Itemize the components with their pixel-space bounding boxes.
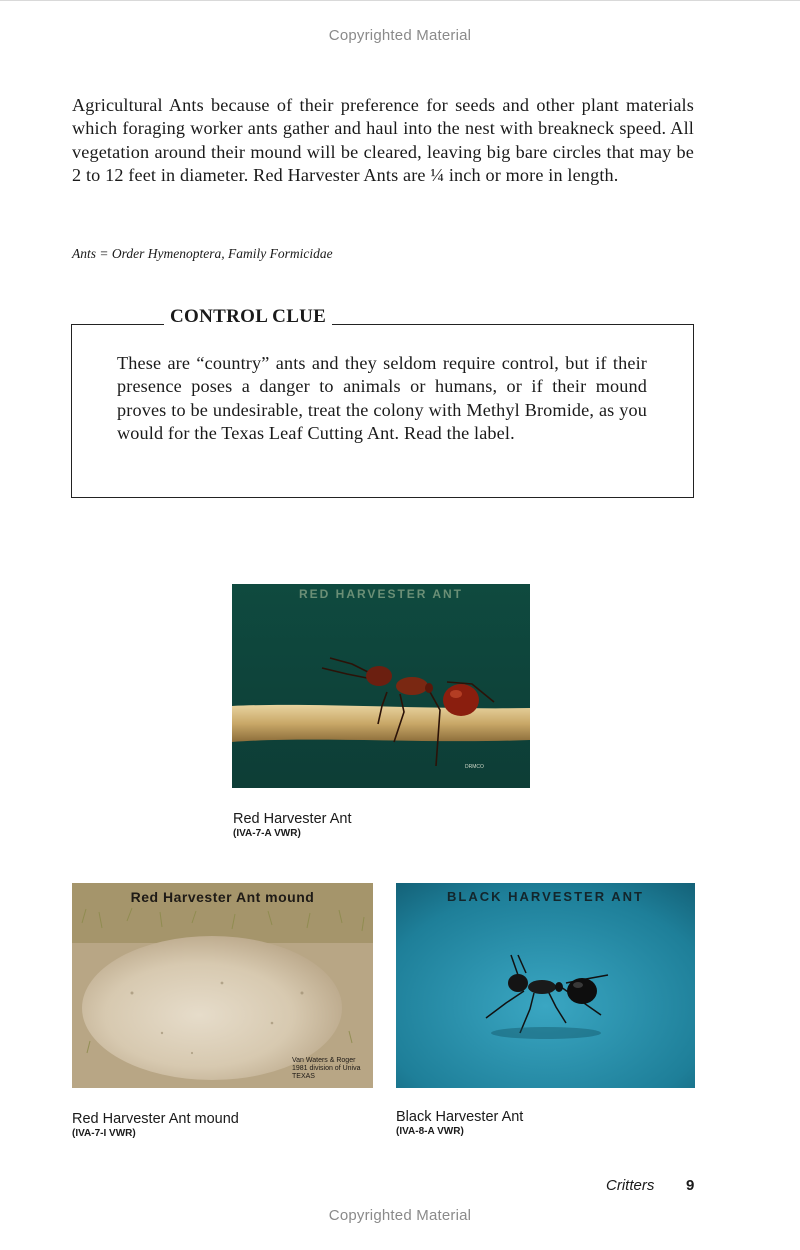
footer-section-title: Critters (606, 1177, 655, 1194)
red-harvester-ant-mound-photo (72, 883, 373, 1088)
mound-caption-code: (IVA-7-I VWR) (72, 1128, 136, 1139)
copyright-watermark-bottom: Copyrighted Material (328, 1207, 472, 1224)
red-ant-caption-title: Red Harvester Ant (233, 811, 352, 827)
body-paragraph: Agricultural Ants because of their preference for seeds and other plant materials which foraging worker ants gather and haul into the nest with breakneck speed. All vegetation around their mound will be cleared, leaving big bare circles that may be 2 to 12 feet in diameter. Red Harvester Ants are ¼ inch or more in length. (72, 95, 694, 186)
red-ant-caption-code: (IVA-7-A VWR) (233, 828, 301, 839)
control-clue-title: CONTROL CLUE (164, 306, 332, 328)
credit-logo: DRMCO (465, 764, 484, 770)
black-ant-illustration (396, 883, 695, 1088)
red-harvester-ant-photo (232, 584, 530, 788)
red-ant-photo-label: RED HARVESTER ANT (298, 587, 463, 601)
mound-credit-line-2: 1981 division of Univa (292, 1065, 361, 1072)
mound-photo-label: Red Harvester Ant mound (130, 889, 315, 905)
mound-caption-title: Red Harvester Ant mound (72, 1111, 239, 1127)
taxonomy-note: Ants = Order Hymenoptera, Family Formicidae (72, 246, 333, 261)
black-ant-caption-code: (IVA-8-A VWR) (396, 1126, 464, 1137)
control-clue-text: These are “country” ants and they seldom require control, but if their presence poses a danger to animals or humans, or if their mound proves to be undesirable, treat the colony with Methyl Bromide, as you would for the Texas Leaf Cutting Ant. Read the label. (117, 353, 647, 444)
mound-caption (72, 1111, 239, 1140)
black-harvester-ant-photo (396, 883, 695, 1088)
footer-page-number: 9 (686, 1177, 695, 1194)
black-ant-caption (396, 1109, 523, 1138)
mound-photo-credit (292, 1057, 361, 1081)
red-ant-caption (233, 811, 351, 840)
page-top-edge (0, 0, 800, 1)
mound-credit-line-3: TEXAS (292, 1073, 315, 1080)
black-ant-photo-label: BLACK HARVESTER ANT (447, 889, 644, 904)
copyright-watermark-top: Copyrighted Material (328, 27, 472, 44)
red-ant-illustration (232, 584, 530, 788)
mound-credit-line-1: Van Waters & Roger (292, 1057, 356, 1064)
black-ant-caption-title: Black Harvester Ant (396, 1109, 524, 1125)
